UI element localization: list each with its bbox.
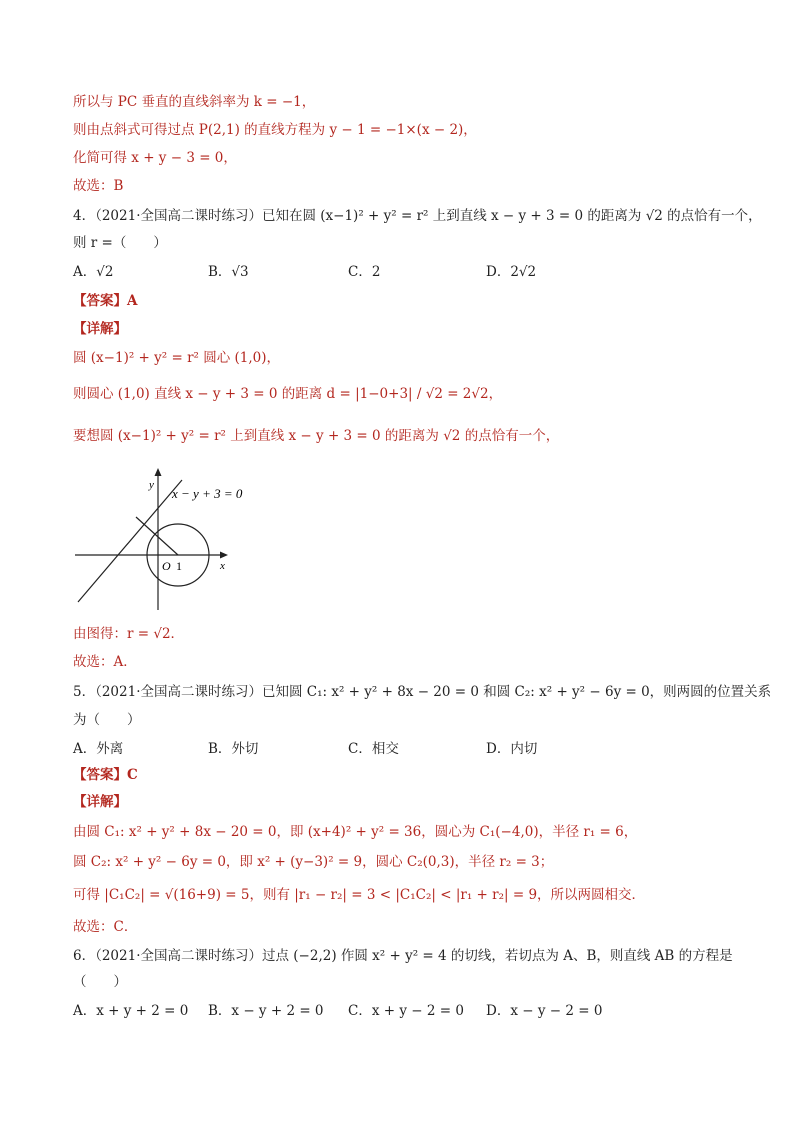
origin-label: O	[162, 559, 171, 573]
q5-answer-choice: 故选：C．	[73, 919, 138, 935]
question-5-stem-cont: 为（ ）	[73, 712, 141, 728]
q4-option-b: B．√3	[208, 264, 249, 280]
solution-line: 所以与 PC 垂直的直线斜率为 k = −1，	[73, 94, 316, 110]
x-axis-arrow	[220, 552, 228, 559]
solution-line: 则由点斜式可得过点 P(2,1) 的直线方程为 y − 1 = −1×(x − 2)，	[73, 122, 477, 138]
q4-figure	[70, 460, 250, 615]
q4-solution-line: 圆 (x−1)² + y² = r² 圆心 (1,0)，	[73, 350, 281, 366]
q4-detail-tag: 【详解】	[73, 321, 127, 337]
q5-solution-line: 由圆 C₁: x² + y² + 8x − 20 = 0，即 (x+4)² + y² = 36，圆心为 C₁(−4,0)，半径 r₁ = 6，	[73, 824, 638, 840]
q4-option-a: A．√2	[73, 264, 114, 280]
y-axis-label: y	[149, 479, 154, 491]
q6-option-d: D．x − y − 2 = 0	[486, 1003, 603, 1019]
q6-option-a: A．x + y + 2 = 0	[73, 1003, 189, 1019]
q5-detail-tag: 【详解】	[73, 794, 127, 810]
q4-solution-line: 则圆心 (1,0) 直线 x − y + 3 = 0 的距离 d = |1−0+3| / √2 = 2√2，	[73, 386, 503, 402]
tick-one-label: 1	[176, 559, 182, 573]
q4-option-c: C．2	[348, 264, 381, 280]
question-5-stem: 5．（2021·全国高二课时练习）已知圆 C₁: x² + y² + 8x − 20 = 0 和圆 C₂: x² + y² − 6y = 0，则两圆的位置关系	[73, 684, 772, 700]
question-4-stem-cont: 则 r =（ ）	[73, 235, 167, 251]
q4-solution-line: 要想圆 (x−1)² + y² = r² 上到直线 x − y + 3 = 0 的距离为 √2 的点恰有一个，	[73, 428, 560, 444]
x-axis-label: x	[220, 560, 225, 572]
q5-option-a: A．外离	[73, 741, 124, 757]
q4-answer-choice: 故选：A．	[73, 654, 137, 670]
q5-option-b: B．外切	[208, 741, 259, 757]
q4-option-d: D．2√2	[486, 264, 537, 280]
q4-solution-line: 由图得：r = √2．	[73, 626, 185, 642]
q5-solution-line: 可得 |C₁C₂| = √(16+9) = 5，则有 |r₁ − r₂| = 3 < |C₁C₂| < |r₁ + r₂| = 9，所以两圆相交．	[73, 887, 646, 903]
perpendicular-segment	[136, 517, 178, 555]
line-equation-label: x − y + 3 = 0	[172, 486, 243, 501]
question-4-stem: 4．（2021·全国高二课时练习）已知在圆 (x−1)² + y² = r² 上到直线 x − y + 3 = 0 的距离为 √2 的点恰有一个，	[73, 208, 762, 224]
answer-choice-line: 故选：B	[73, 178, 124, 194]
q5-answer-tag: 【答案】C	[73, 767, 138, 783]
q5-option-c: C．相交	[348, 741, 399, 757]
q6-option-c: C．x + y − 2 = 0	[348, 1003, 464, 1019]
q5-solution-line: 圆 C₂: x² + y² − 6y = 0，即 x² + (y−3)² = 9，圆心 C₂(0,3)，半径 r₂ = 3；	[73, 854, 554, 870]
solution-line: 化简可得 x + y − 3 = 0，	[73, 150, 237, 166]
question-6-stem: 6．（2021·全国高二课时练习）过点 (−2,2) 作圆 x² + y² = 4 的切线，若切点为 A、B，则直线 AB 的方程是	[73, 948, 733, 964]
q5-option-d: D．内切	[486, 741, 538, 757]
q4-answer-tag: 【答案】A	[73, 293, 138, 309]
y-axis-arrow	[155, 468, 162, 476]
q6-option-b: B．x − y + 2 = 0	[208, 1003, 324, 1019]
question-6-stem-cont: （ ）	[73, 974, 127, 990]
